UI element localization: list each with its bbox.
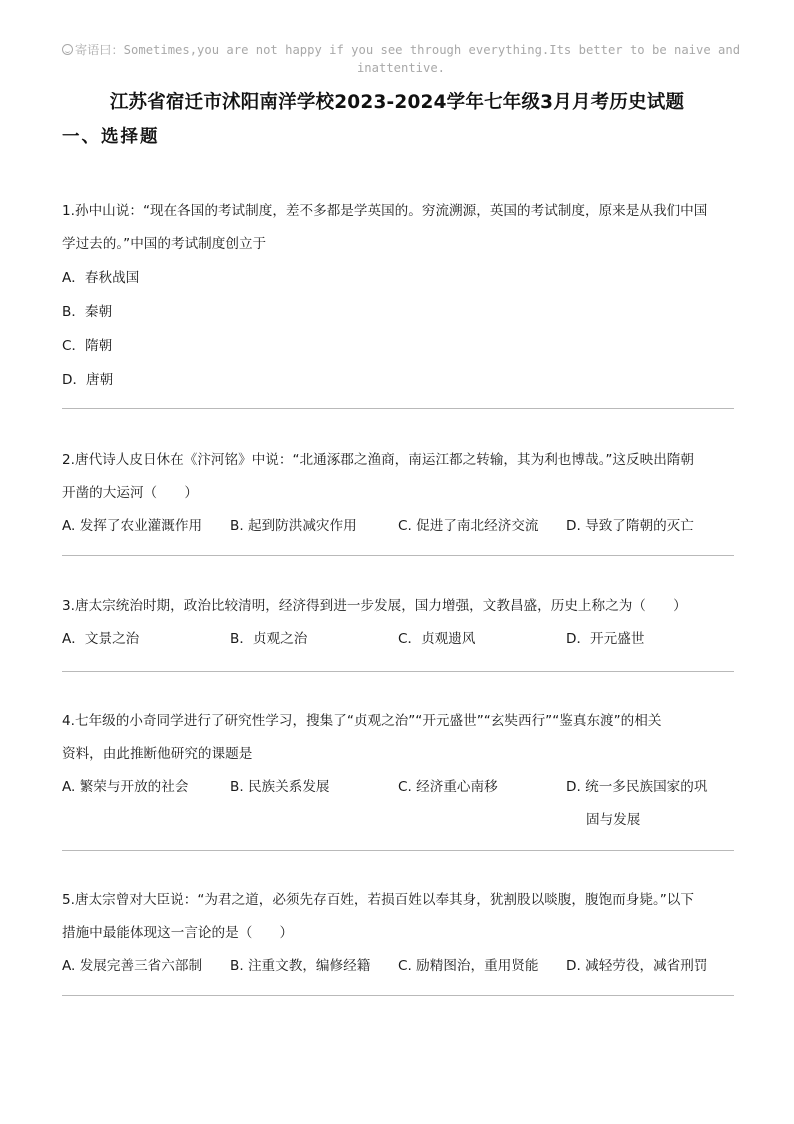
option-d[interactable]: D．开元盛世 (566, 631, 645, 647)
question-stem: 5.唐太宗曾对大臣说：“为君之道，必须先存百姓，若损百姓以奉其身，犹割股以啖腹，腹饱而身毙。”以下 (62, 892, 694, 908)
option-d[interactable]: D. 导致了隋朝的灭亡 (566, 518, 694, 534)
option-c[interactable]: C. 促进了南北经济交流 (398, 518, 539, 534)
option-d-line-1: D. 统一多民族国家的巩 (566, 779, 708, 795)
question-stem: 3.唐太宗统治时期，政治比较清明，经济得到进一步发展，国力增强，文教昌盛，历史上称之为（ ） (62, 598, 687, 614)
question-5 (62, 884, 734, 983)
option-c[interactable]: C．隋朝 (62, 338, 113, 354)
question-1 (62, 195, 734, 397)
question-divider (62, 995, 734, 996)
option-c[interactable]: C. 经济重心南移 (398, 779, 498, 795)
question-3 (62, 590, 734, 656)
question-divider (62, 850, 734, 851)
motto-line-1: 寄语曰：Sometimes,you are not happy if you see through everything.Its better to be naive and (74, 43, 741, 57)
question-stem: 资料，由此推断他研究的课题是 (62, 746, 253, 762)
option-c[interactable]: C. 励精图治，重用贤能 (398, 958, 539, 974)
options-row (62, 623, 734, 656)
question-stem: 开凿的大运河（ ） (62, 485, 198, 501)
option-a[interactable]: A. 发展完善三省六部制 (62, 958, 203, 974)
question-divider (62, 671, 734, 672)
motto-watermark (40, 41, 762, 77)
options-row (62, 771, 734, 837)
option-d-line-2: 固与发展 (586, 812, 641, 828)
options-row (62, 510, 734, 543)
option-b[interactable]: B．秦朝 (62, 304, 113, 320)
option-a[interactable]: A．文景之治 (62, 631, 140, 647)
motto-line-2: inattentive. (356, 61, 446, 75)
option-b[interactable]: B. 起到防洪减灾作用 (230, 518, 357, 534)
options-row (62, 950, 734, 983)
option-a[interactable]: A. 发挥了农业灌溉作用 (62, 518, 203, 534)
option-a[interactable]: A. 繁荣与开放的社会 (62, 779, 189, 795)
option-b[interactable]: B．贞观之治 (230, 631, 308, 647)
question-divider (62, 555, 734, 556)
smile-icon (62, 44, 73, 55)
option-b[interactable]: B. 注重文教，编修经籍 (230, 958, 371, 974)
question-stem: 1.孙中山说：“现在各国的考试制度，差不多都是学英国的。穷流溯源，英国的考试制度，原来是从我们中国 (62, 203, 708, 219)
question-4 (62, 705, 734, 837)
question-2 (62, 444, 734, 543)
question-stem: 4.七年级的小奇同学进行了研究性学习，搜集了“贞观之治”“开元盛世”“玄奘西行”“鉴真东渡”的相关 (62, 713, 662, 729)
option-d[interactable]: D. 减轻劳役，减省刑罚 (566, 958, 708, 974)
question-stem: 2.唐代诗人皮日休在《汴河铭》中说：“北通涿郡之渔商，南运江都之转输，其为利也博哉。”这反映出隋朝 (62, 452, 694, 468)
question-stem: 学过去的。”中国的考试制度创立于 (62, 236, 267, 252)
option-a[interactable]: A．春秋战国 (62, 270, 140, 286)
option-d[interactable]: D．唐朝 (62, 372, 114, 388)
option-d[interactable] (566, 771, 734, 837)
section-title: 一、选择题 (62, 127, 160, 147)
option-c[interactable]: C．贞观遗风 (398, 631, 476, 647)
exam-title: 江苏省宿迁市沭阳南洋学校2023-2024学年七年级3月月考历史试题 (109, 92, 685, 113)
question-stem: 措施中最能体现这一言论的是（ ） (62, 925, 294, 941)
option-b[interactable]: B. 民族关系发展 (230, 779, 330, 795)
question-divider (62, 408, 734, 409)
